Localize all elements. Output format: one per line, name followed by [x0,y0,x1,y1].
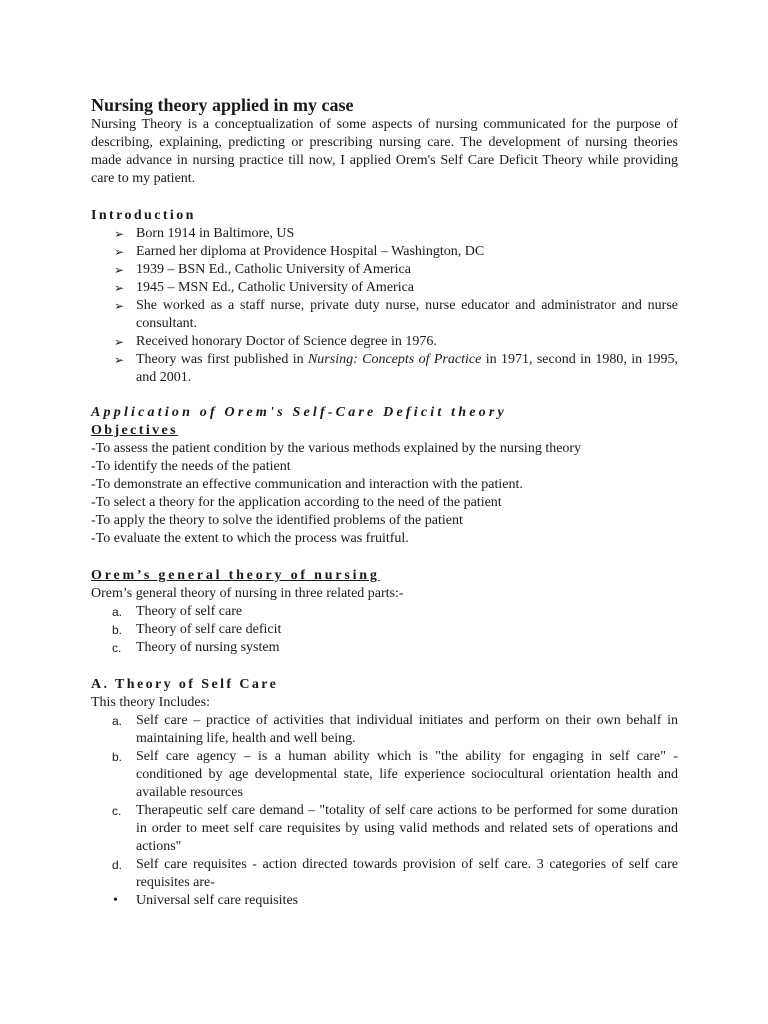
list-item: a. Self care – practice of activities that individual initiates and perform on their own behalf in maintaining life, health and well being. [112,713,678,746]
introduction-heading: Introduction [91,208,196,223]
arrow-bullet-icon: ➢ [114,335,125,349]
general-theory-lead: Orem’s general theory of nursing in three related parts:- [91,586,404,601]
list-item: ➢ Born 1914 in Baltimore, US [114,226,295,241]
document-body [91,94,678,910]
application-heading: Application of Orem's Self-Care Deficit theory [91,405,507,420]
objectives-heading: Objectives [91,423,178,438]
list-item: c. Theory of nursing system [112,640,280,655]
list-item: b. Self care agency – is a human ability which is "the ability for engaging in self care" - conditioned by age developmental state, life experience sociocultural orientation health and available resources [112,749,678,800]
arrow-bullet-icon: ➢ [114,281,125,295]
arrow-bullet-icon: ➢ [114,263,125,277]
introduction-list [91,225,678,387]
page-title: Nursing theory applied in my case [91,95,354,115]
list-item: c. Therapeutic self care demand – "totality of self care actions to be performed for some duration in order to meet self care requisites by using valid methods and related sets of operations and actions" [112,803,678,854]
general-theory-heading: Orem’s general theory of nursing [91,568,380,583]
list-item: d. Self care requisites - action directed towards provision of self care. 3 categories of self care requisites are- [112,857,678,890]
objectives-list [91,440,678,548]
arrow-bullet-icon: ➢ [114,227,125,241]
general-theory-parts [91,603,678,657]
list-item: • Universal self care requisites [113,893,299,908]
list-item: -To demonstrate an effective communication and interaction with the patient. [91,477,523,492]
list-item: b. Theory of self care deficit [112,622,282,637]
self-care-bullets [91,892,678,910]
self-care-heading: A. Theory of Self Care [91,677,279,692]
list-item: ➢ Theory was first published in Nursing: Concepts of Practice in 1971, second in 1980, in 1995, and 2001. [114,352,678,385]
list-item: -To assess the patient condition by the various methods explained by the nursing theory [91,441,582,456]
book-title: Nursing: Concepts of Practice [307,352,482,367]
arrow-bullet-icon: ➢ [114,245,125,259]
arrow-bullet-icon: ➢ [114,353,125,367]
list-item: ➢ 1939 – BSN Ed., Catholic University of America [114,262,411,277]
list-item: -To apply the theory to solve the identified problems of the patient [91,513,463,528]
self-care-lead: This theory Includes: [91,695,210,710]
list-item: ➢ 1945 – MSN Ed., Catholic University of America [114,280,415,295]
list-item: ➢ Earned her diploma at Providence Hospital – Washington, DC [114,244,485,259]
list-item: ➢ She worked as a staff nurse, private duty nurse, nurse educator and administrator and nurse consultant. [114,298,678,331]
self-care-items [91,712,678,892]
list-item: -To select a theory for the application according to the need of the patient [91,495,502,510]
bullet-icon: • [113,893,118,908]
intro-paragraph: Nursing Theory is a conceptualization of some aspects of nursing communicated for the purpose of describing, explaining, predicting or prescribing nursing care. The development of nursing theories made advance in nursing practice till now, I applied Orem's Self Care Deficit Theory while providing care to my patient. [91,117,678,186]
arrow-bullet-icon: ➢ [114,299,125,313]
list-item: -To identify the needs of the patient [91,459,291,474]
list-item: -To evaluate the extent to which the process was fruitful. [91,531,409,546]
list-item: ➢ Received honorary Doctor of Science degree in 1976. [114,334,437,349]
list-item: a. Theory of self care [112,604,243,619]
